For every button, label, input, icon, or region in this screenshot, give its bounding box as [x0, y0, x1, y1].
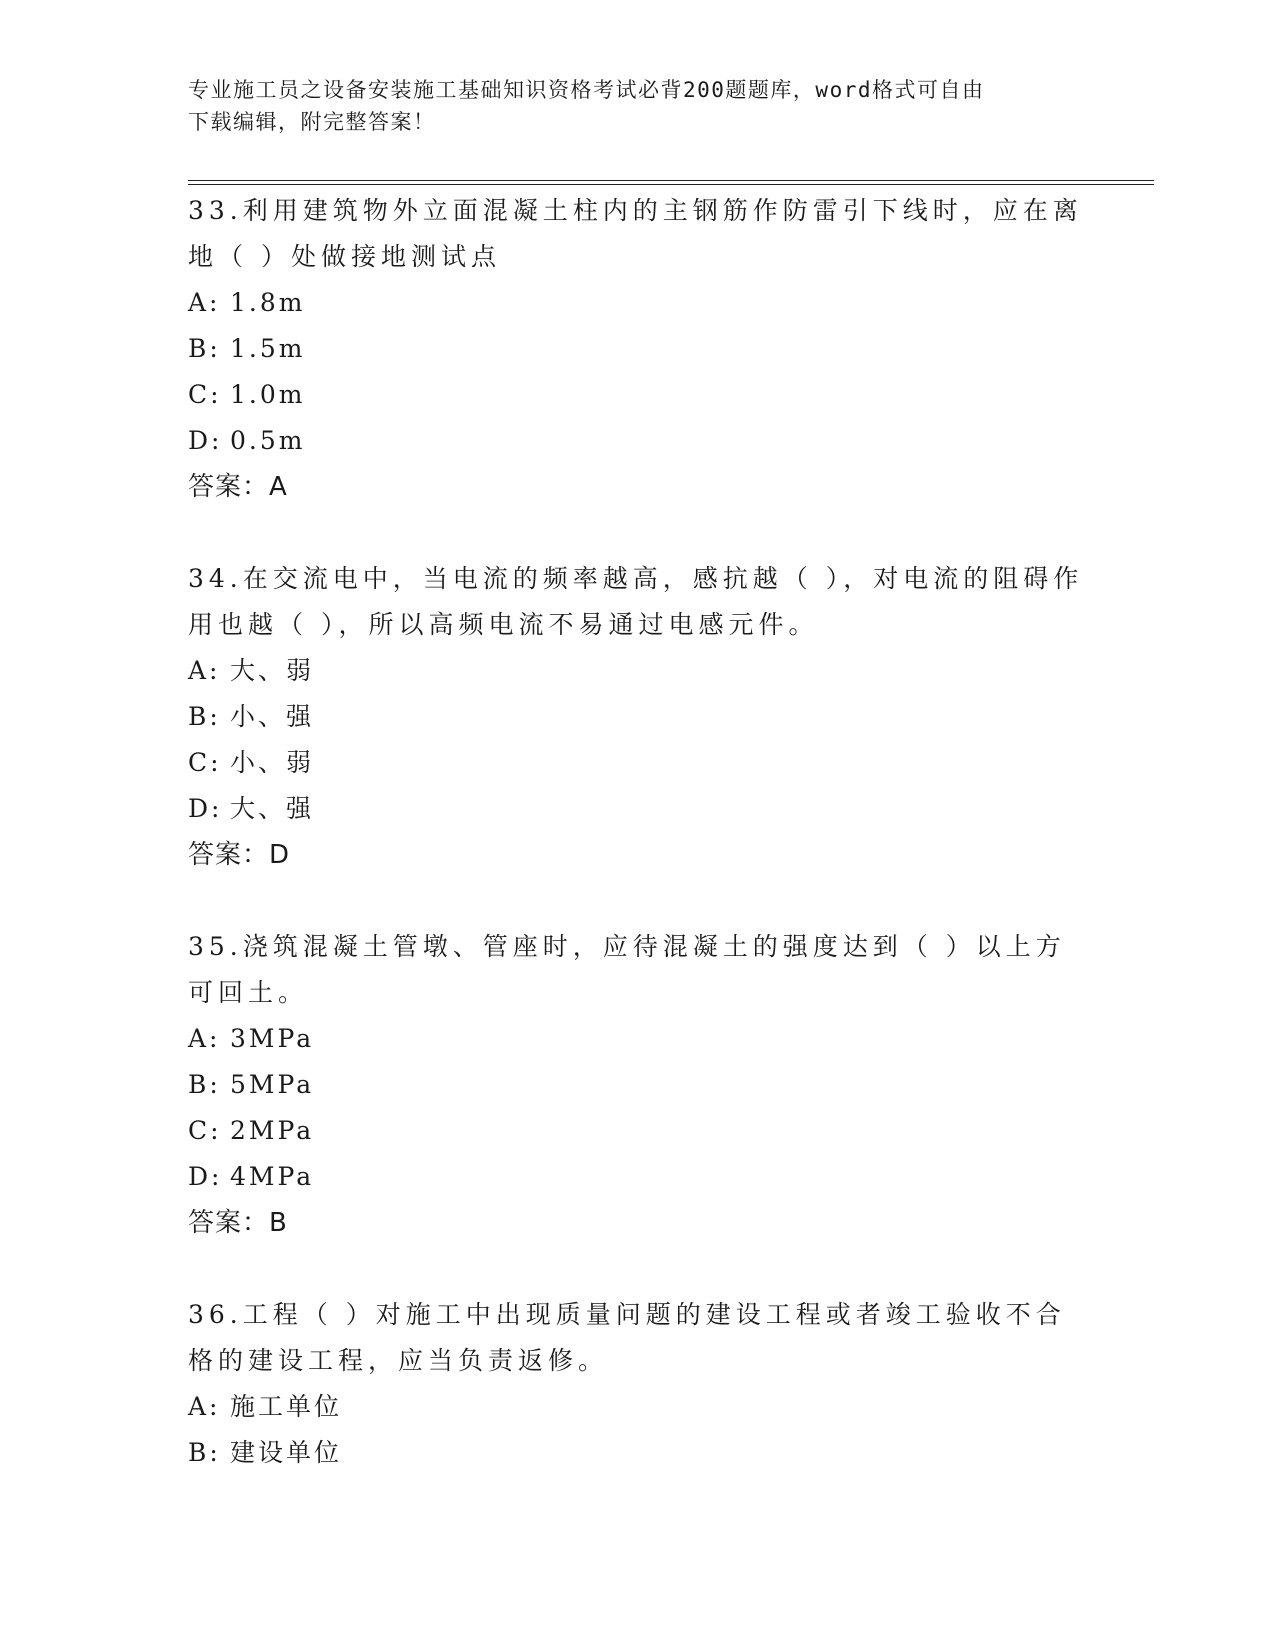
option-d — [188, 418, 1088, 464]
question-text: 36.工程（ ）对施工中出现质量问题的建设工程或者竣工验收不合格的建设工程，应当负责返修。 — [188, 1300, 1066, 1375]
option-value: 5MPa — [230, 1070, 315, 1099]
answer-text: 答案：B — [188, 1208, 288, 1238]
option-key: B: — [188, 702, 221, 731]
option-key: D: — [188, 1162, 223, 1191]
option-a — [188, 1384, 1088, 1430]
option-c — [188, 740, 1088, 786]
question-text: 33.利用建筑物外立面混凝土柱内的主钢筋作防雷引下线时，应在离地（ ）处做接地测试点 — [188, 196, 1083, 271]
option-value: 建设单位 — [230, 1438, 343, 1467]
question-33 — [188, 188, 1088, 510]
question-36 — [188, 1292, 1088, 1476]
option-a — [188, 648, 1088, 694]
option-key: C: — [188, 748, 222, 777]
option-a — [188, 280, 1088, 326]
header-line-1: 专业施工员之设备安装施工基础知识资格考试必背200题题库，word格式可自由 — [188, 78, 985, 102]
question-text: 34.在交流电中，当电流的频率越高，感抗越（ ），对电流的阻碍作用也越（ ），所以高频电流不易通过电感元件。 — [188, 564, 1084, 639]
option-value: 1.8m — [230, 288, 306, 317]
question-35 — [188, 924, 1088, 1246]
option-value: 大、强 — [230, 794, 315, 823]
option-value: 小、强 — [230, 702, 315, 731]
option-d — [188, 786, 1088, 832]
option-value: 4MPa — [230, 1162, 315, 1191]
answer-text: 答案：A — [188, 472, 288, 502]
option-value: 0.5m — [230, 426, 306, 455]
option-value: 1.5m — [230, 334, 306, 363]
option-key: A: — [188, 288, 221, 317]
option-value: 3MPa — [230, 1024, 315, 1053]
option-b — [188, 326, 1088, 372]
option-key: C: — [188, 1116, 222, 1145]
option-b — [188, 1062, 1088, 1108]
header-divider-bottom — [188, 184, 1154, 185]
question-list — [188, 188, 1088, 1522]
header-divider-top — [188, 180, 1154, 181]
option-c — [188, 1108, 1088, 1154]
option-key: D: — [188, 426, 223, 455]
question-text: 35.浇筑混凝土管墩、管座时，应待混凝土的强度达到（ ）以上方可回土。 — [188, 932, 1066, 1007]
header-line-2: 下载编辑，附完整答案！ — [188, 110, 436, 134]
document-header — [188, 74, 1068, 138]
option-key: A: — [188, 1392, 221, 1421]
option-key: C: — [188, 380, 222, 409]
option-b — [188, 1430, 1088, 1476]
answer-text: 答案：D — [188, 840, 291, 870]
option-a — [188, 1016, 1088, 1062]
option-b — [188, 694, 1088, 740]
option-value: 大、弱 — [230, 656, 315, 685]
option-value: 2MPa — [230, 1116, 315, 1145]
option-key: B: — [188, 1070, 221, 1099]
option-key: A: — [188, 1024, 221, 1053]
option-value: 小、弱 — [230, 748, 315, 777]
option-value: 施工单位 — [230, 1392, 343, 1421]
option-key: A: — [188, 656, 221, 685]
option-c — [188, 372, 1088, 418]
option-key: B: — [188, 1438, 221, 1467]
option-d — [188, 1154, 1088, 1200]
question-34 — [188, 556, 1088, 878]
option-value: 1.0m — [230, 380, 306, 409]
option-key: B: — [188, 334, 221, 363]
option-key: D: — [188, 794, 223, 823]
